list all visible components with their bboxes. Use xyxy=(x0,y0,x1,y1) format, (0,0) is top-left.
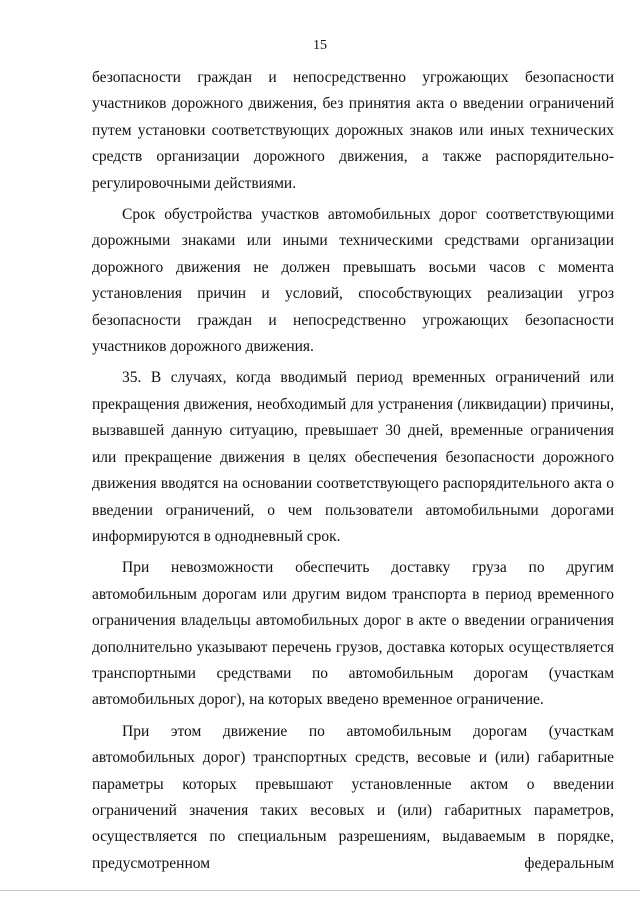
paragraph: 35. В случаях, когда вводимый период временных ограничений или прекращения движения, необходимый для устранения (ликвидации) причины, вызвавшей данную ситуацию, превышает 30 дней, временные ограничения или прекращение движения в целях обеспечения безопасности дорожного движения вводятся на основании соответствующего распорядительного акта о введении ограничений, о чем пользователи автомобильными дорогами информируются в однодневный срок. xyxy=(92,369,614,545)
page-number: 15 xyxy=(313,38,327,53)
document-body xyxy=(92,65,614,877)
paragraph: безопасности граждан и непосредственно угрожающих безопасности участников дорожного движения, без принятия акта о введении ограничений путем установки соответствующих дорожных знаков или иных технических средств организации дорожного движения, а также распорядительно-регулировочными действиями. xyxy=(92,69,614,192)
paragraph: При этом движение по автомобильным дорогам (участкам автомобильных дорог) транспортных средств, весовые и (или) габаритные параметры которых превышают установленные актом о введении ограничений значения таких весовых и (или) габаритных параметров, осуществляется по специальным разрешениям, выдаваемым в порядке, предусмотренном федеральным xyxy=(92,722,614,872)
paragraph: Срок обустройства участков автомобильных дорог соответствующими дорожными знаками или иными техническими средствами организации дорожного движения не должен превышать восьми часов с момента установления причин и условий, способствующих реализации угроз безопасности граждан и непосредственно угрожающих безопасности участников дорожного движения. xyxy=(92,206,614,356)
footer-rule xyxy=(0,890,640,891)
paragraph: При невозможности обеспечить доставку груза по другим автомобильным дорогам или другим видом транспорта в период временного ограничения владельцы автомобильных дорог в акте о введении ограничения дополнительно указывают перечень грузов, доставка которых осуществляется транспортными средствами по автомобильным дорогам (участкам автомобильных дорог), на которых введено временное ограничение. xyxy=(92,559,614,709)
